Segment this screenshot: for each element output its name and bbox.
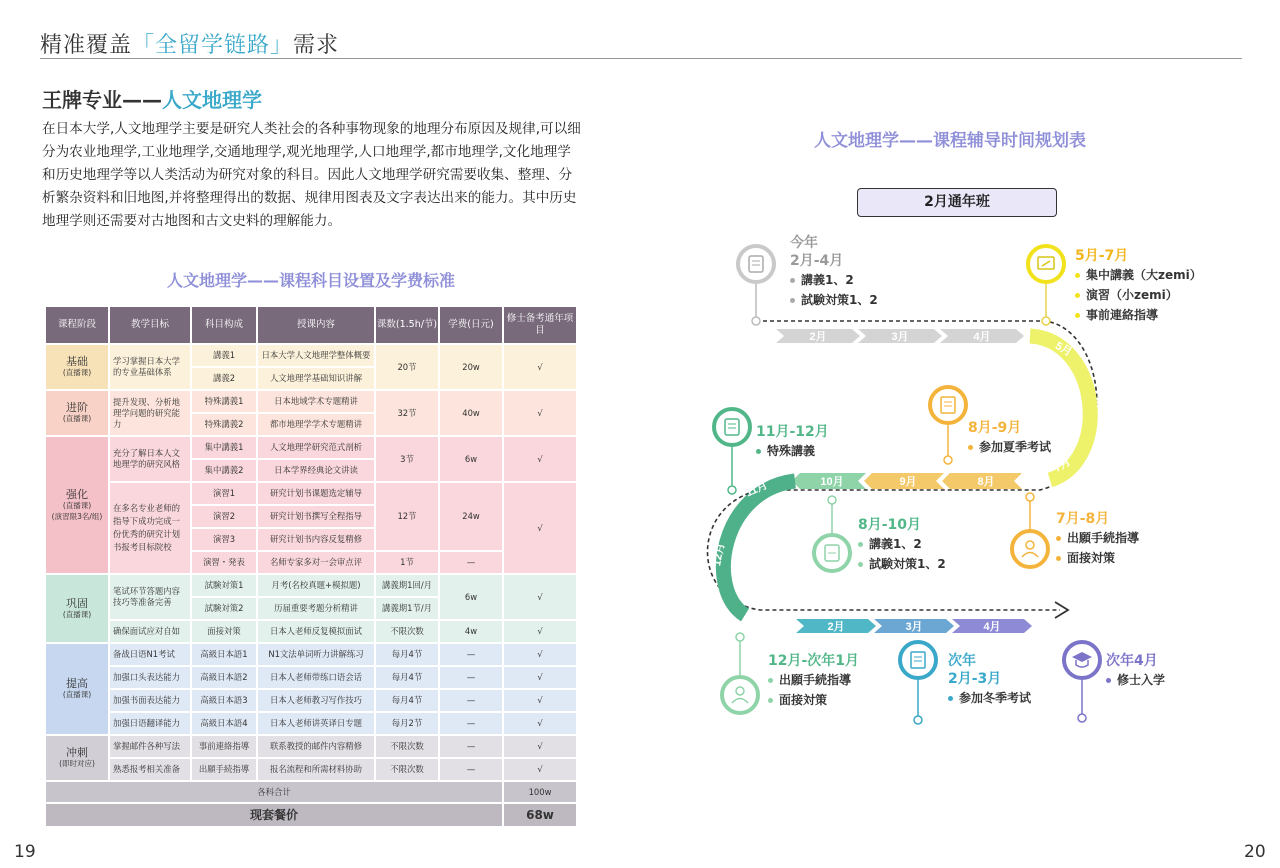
pin-m8 (900, 642, 936, 724)
content-cell: 月考(名校真题+模拟题) (258, 575, 374, 596)
fee-cell: — (440, 736, 502, 757)
fee-cell: — (440, 667, 502, 688)
pin-m5 (814, 496, 850, 571)
pin-m7 (722, 633, 758, 713)
fee-cell: — (440, 759, 502, 780)
page-number-left: 19 (14, 842, 36, 862)
goal-cell: 加强日语翻译能力 (110, 713, 190, 734)
goal-cell: 备战日语N1考试 (110, 644, 190, 665)
stage-cell: 提高 (直播课) (46, 644, 108, 734)
milestone-aug-oct: 8月-10月 講義1、2 試験対策1、2 (858, 517, 946, 571)
subject-cell: 集中講義1 (192, 437, 256, 458)
content-cell: 研究计划书撰写全程指导 (258, 506, 374, 527)
content-cell: 都市地理学学术专题精讲 (258, 414, 374, 435)
month-label: 7月 (1052, 455, 1073, 475)
month-label: 5月 (1053, 339, 1074, 359)
milestone-aug-sep: 8月-9月 参加夏季考试 (968, 420, 1052, 454)
table-title: 人文地理学——课程科目设置及学费标准 (166, 271, 455, 290)
milestone-may-jul: 5月-7月 集中講義（大zemi） 演習（小zemi） 事前連絡指導 (1075, 248, 1202, 322)
milestone-next-apr: 次年4月 修士入学 (1106, 653, 1166, 687)
table-header: 修士备考通年项目 (504, 307, 576, 343)
class-badge: 2月通年班 (857, 188, 1057, 217)
route-arrowhead (1055, 602, 1068, 618)
page-header-title: 精准覆盖「全留学链路」需求 (40, 33, 340, 58)
subject-cell: 特殊講義2 (192, 414, 256, 435)
subject-cell: 集中講義2 (192, 460, 256, 481)
content-cell: 历届重要考题分析精讲 (258, 598, 374, 619)
check-cell: √ (504, 391, 576, 435)
subject-cell: 試験対策1 (192, 575, 256, 596)
milestone-dec-jan: 12月-次年1月 出願手続指導 面接対策 (768, 653, 860, 707)
fee-cell: — (440, 713, 502, 734)
content-cell: 名师专家多对一会审点评 (258, 552, 374, 573)
ribbon-curve-yellow (1030, 336, 1090, 480)
goal-cell: 提升发现、分析地理学问题的研究能力 (110, 391, 190, 435)
table-header: 学费(日元) (440, 307, 502, 343)
goal-cell: 在多名专业老师的指导下成功完成一份优秀的研究计划书报考目标院校 (110, 483, 190, 573)
check-cell: √ (504, 759, 576, 780)
intro-paragraph: 在日本大学,人文地理学主要是研究人类社会的各种事物现象的地理分布原因及规律,可以细分为农业地理学,工业地理学,交通地理学,观光地理学,人口地理学,都市地理学,文化地理学和历史地理学等以人类活动为研究对象的科目。因此人文地理学研究需要收集、整理、分析繁杂资料和旧地图,并将整理得出的数据、规律用图表及文字表达出来的能力。其中历史地理学则还需要对古地图和古文史料的理解能力。 (42, 121, 581, 229)
check-cell: √ (504, 575, 576, 619)
goal-cell: 掌握邮件各种写法 (110, 736, 190, 757)
subject-cell: 試験対策2 (192, 598, 256, 619)
fee-cell: 6w (440, 437, 502, 481)
subject-cell: 高級日本語3 (192, 690, 256, 711)
subject-cell: 演習2 (192, 506, 256, 527)
month-label: 8月 (977, 476, 995, 488)
content-cell: 研究计划书课题选定辅导 (258, 483, 374, 504)
month-label: 1月 (748, 610, 770, 629)
plan-title: 人文地理学——课程辅导时间规划表 (814, 131, 1086, 151)
content-cell: 日本人老师反复模拟面试 (258, 621, 374, 642)
month-label: 2月 (827, 621, 845, 633)
pin-m4 (714, 409, 750, 494)
count-cell: 每月4节 (376, 690, 438, 711)
fee-cell: 20w (440, 345, 502, 389)
goal-cell: 充分了解日本人文地理学的研究风格 (110, 437, 190, 481)
fee-cell: — (440, 644, 502, 665)
count-cell: 不限次数 (376, 621, 438, 642)
count-cell: 不限次数 (376, 759, 438, 780)
content-cell: 报名流程和所需材料协助 (258, 759, 374, 780)
content-cell: 日本人老师讲英译日专题 (258, 713, 374, 734)
check-cell: √ (504, 713, 576, 734)
content-cell: 日本大学人文地理学整体概要 (258, 345, 374, 366)
count-cell: 不限次数 (376, 736, 438, 757)
fee-cell: 40w (440, 391, 502, 435)
content-cell: 日本地域学术专题精讲 (258, 391, 374, 412)
content-cell: 联系教授的邮件内容精修 (258, 736, 374, 757)
package-label: 现套餐价 (46, 804, 502, 826)
stage-cell: 进阶 (直播课) (46, 391, 108, 435)
check-cell: √ (504, 644, 576, 665)
count-cell: 每月2节 (376, 713, 438, 734)
subject-cell: 講義2 (192, 368, 256, 389)
fee-cell: 24w (440, 483, 502, 550)
subject-cell: 面接対策 (192, 621, 256, 642)
check-cell: √ (504, 736, 576, 757)
table-header: 教学目标 (110, 307, 190, 343)
table-header: 科目构成 (192, 307, 256, 343)
subject-cell: 特殊講義1 (192, 391, 256, 412)
check-cell: √ (504, 345, 576, 389)
count-cell: 1节 (376, 552, 438, 573)
table-header: 授课内容 (258, 307, 374, 343)
milestone-jul-aug: 7月-8月 出願手続指導 面接対策 (1056, 511, 1140, 565)
pin-m6 (1012, 493, 1048, 567)
table-header: 课程阶段 (46, 307, 108, 343)
subject-cell: 事前連絡指導 (192, 736, 256, 757)
stage-cell: 基础 (直播课) (46, 345, 108, 389)
content-cell: 日本学界经典论文讲读 (258, 460, 374, 481)
subject-cell: 高級日本語1 (192, 644, 256, 665)
pin-m3 (930, 387, 966, 464)
content-cell: 日本人老师带练口语会话 (258, 667, 374, 688)
subject-cell: 演習3 (192, 529, 256, 550)
count-cell: 每月4节 (376, 644, 438, 665)
month-label: 11月 (743, 479, 770, 500)
goal-cell: 加强口头表达能力 (110, 667, 190, 688)
month-label: 3月 (891, 331, 909, 343)
fee-cell: 4w (440, 621, 502, 642)
subject-cell: 高級日本語2 (192, 667, 256, 688)
goal-cell: 确保面试应对自如 (110, 621, 190, 642)
month-label: 12月 (711, 541, 727, 567)
count-cell: 32节 (376, 391, 438, 435)
fee-cell: — (440, 552, 502, 573)
count-cell: 每月4节 (376, 667, 438, 688)
subject-cell: 高級日本語4 (192, 713, 256, 734)
month-label: 6月 (1093, 398, 1109, 417)
subject-cell: 演習・発表 (192, 552, 256, 573)
month-label: 9月 (899, 476, 917, 488)
stage-cell: 巩固 (直播课) (46, 575, 108, 642)
goal-cell: 学习掌握日本大学的专业基础体系 (110, 345, 190, 389)
table-header: 课数(1.5h/节) (376, 307, 438, 343)
milestone-nov-dec: 11月-12月 特殊講義 (756, 424, 829, 458)
count-cell: 20节 (376, 345, 438, 389)
content-cell: 日本人老师教习写作技巧 (258, 690, 374, 711)
pin-m2 (1028, 246, 1064, 325)
month-label: 4月 (973, 331, 991, 343)
total-value: 100w (504, 782, 576, 802)
month-label: 10月 (820, 476, 844, 488)
check-cell: √ (504, 437, 576, 481)
milestone-next-feb-mar: 次年 2月-3月 参加冬季考试 (948, 653, 1032, 705)
month-label: 2月 (809, 331, 827, 343)
content-cell: N1文法单词听力讲解练习 (258, 644, 374, 665)
fee-cell: 6w (440, 575, 502, 619)
check-cell: √ (504, 621, 576, 642)
total-label: 各科合计 (46, 782, 502, 802)
package-value: 68w (504, 804, 576, 826)
count-cell: 講義期1回/月 (376, 575, 438, 596)
page-number-right: 20 (1244, 842, 1266, 862)
pin-m1 (738, 246, 774, 325)
count-cell: 3节 (376, 437, 438, 481)
month-label: 3月 (905, 621, 923, 633)
subject-cell: 講義1 (192, 345, 256, 366)
section-title: 王牌专业——人文地理学 (42, 88, 262, 112)
content-cell: 研究计划书内容反复精修 (258, 529, 374, 550)
check-cell: √ (504, 483, 576, 573)
milestone-feb-apr: 今年 2月-4月 講義1、2 試験対策1、2 (790, 235, 878, 307)
count-cell: 講義期1节/月 (376, 598, 438, 619)
content-cell: 人文地理学研究范式剖析 (258, 437, 374, 458)
month-label: 4月 (983, 621, 1001, 633)
stage-cell: 冲刺 (即时对应) (46, 736, 108, 780)
goal-cell: 熟悉报考相关准备 (110, 759, 190, 780)
fee-cell: — (440, 690, 502, 711)
content-cell: 人文地理学基础知识讲解 (258, 368, 374, 389)
check-cell: √ (504, 690, 576, 711)
goal-cell: 加强书面表达能力 (110, 690, 190, 711)
goal-cell: 笔试环节答题内容技巧等准备完善 (110, 575, 190, 619)
subject-cell: 出願手続指導 (192, 759, 256, 780)
count-cell: 12节 (376, 483, 438, 550)
subject-cell: 演習1 (192, 483, 256, 504)
check-cell: √ (504, 667, 576, 688)
stage-cell: 强化 (直播课) (演習限3名/组) (46, 437, 108, 573)
